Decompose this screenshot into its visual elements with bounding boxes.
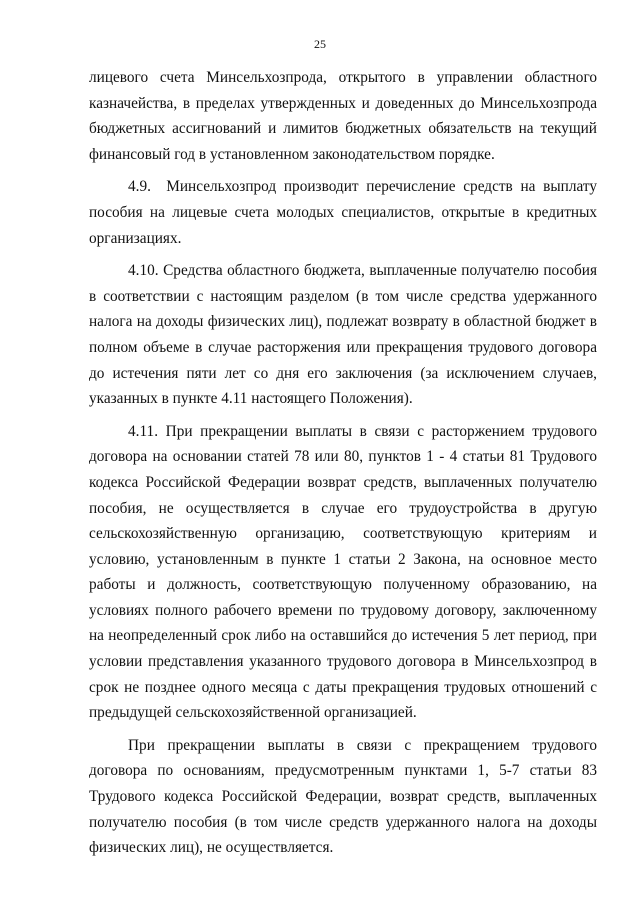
paragraph-4-10: 4.10. Средства областного бюджета, выплаченные получателю пособия в соответствии с настоящим разделом (в том числе средства удержанного налога на доходы физических лиц), подлежат возврату в областной бюджет в полном объеме в случае расторжения или прекращения трудового договора до истечения пяти лет со дня его заключения (за исключением случаев, указанных в пункте 4.11 настоящего Положения). <box>89 262 597 408</box>
page-number: 25 <box>314 37 326 51</box>
document-body <box>89 65 597 861</box>
paragraph-4-11-continued: При прекращении выплаты в связи с прекращением трудового договора по основаниям, предусмотренным пунктами 1, 5-7 статьи 83 Трудового кодекса Российской Федерации, возврат средств, выплаченных получателю пособия (в том числе средств удержанного налога на доходы физических лиц), не осуществляется. <box>89 736 597 857</box>
paragraph-4-11: 4.11. При прекращении выплаты в связи с расторжением трудового договора на основании статей 78 или 80, пунктов 1 - 4 статьи 81 Трудового кодекса Российской Федерации возврат средств, выплаченных получателю пособия, не осуществляется в случае его трудоустройства в другую сельскохозяйственную организацию, соответствующую критериям и условию, установленным в пункте 1 статьи 2 Закона, на основное место работы и должность, соответствующую полученному образованию, на условиях полного рабочего времени по трудовому договору, заключенному на неопределенный срок либо на оставшийся до истечения 5 лет период, при условии представления указанного трудового договора в Минсельхозпрод в срок не позднее одного месяца с даты прекращения трудовых отношений с предыдущей сельскохозяйственной организацией. <box>89 422 597 722</box>
paragraph-continuation: лицевого счета Минсельхозпрода, открытого в управлении областного казначейства, в пределах утвержденных и доведенных до Минсельхозпрода бюджетных ассигнований и лимитов бюджетных обязательств на текущий финансовый год в установленном законодательством порядке. <box>89 69 597 163</box>
paragraph-4-9: 4.9. Минсельхозпрод производит перечисление средств на выплату пособия на лицевые счета молодых специалистов, открытые в кредитных организациях. <box>89 178 597 247</box>
